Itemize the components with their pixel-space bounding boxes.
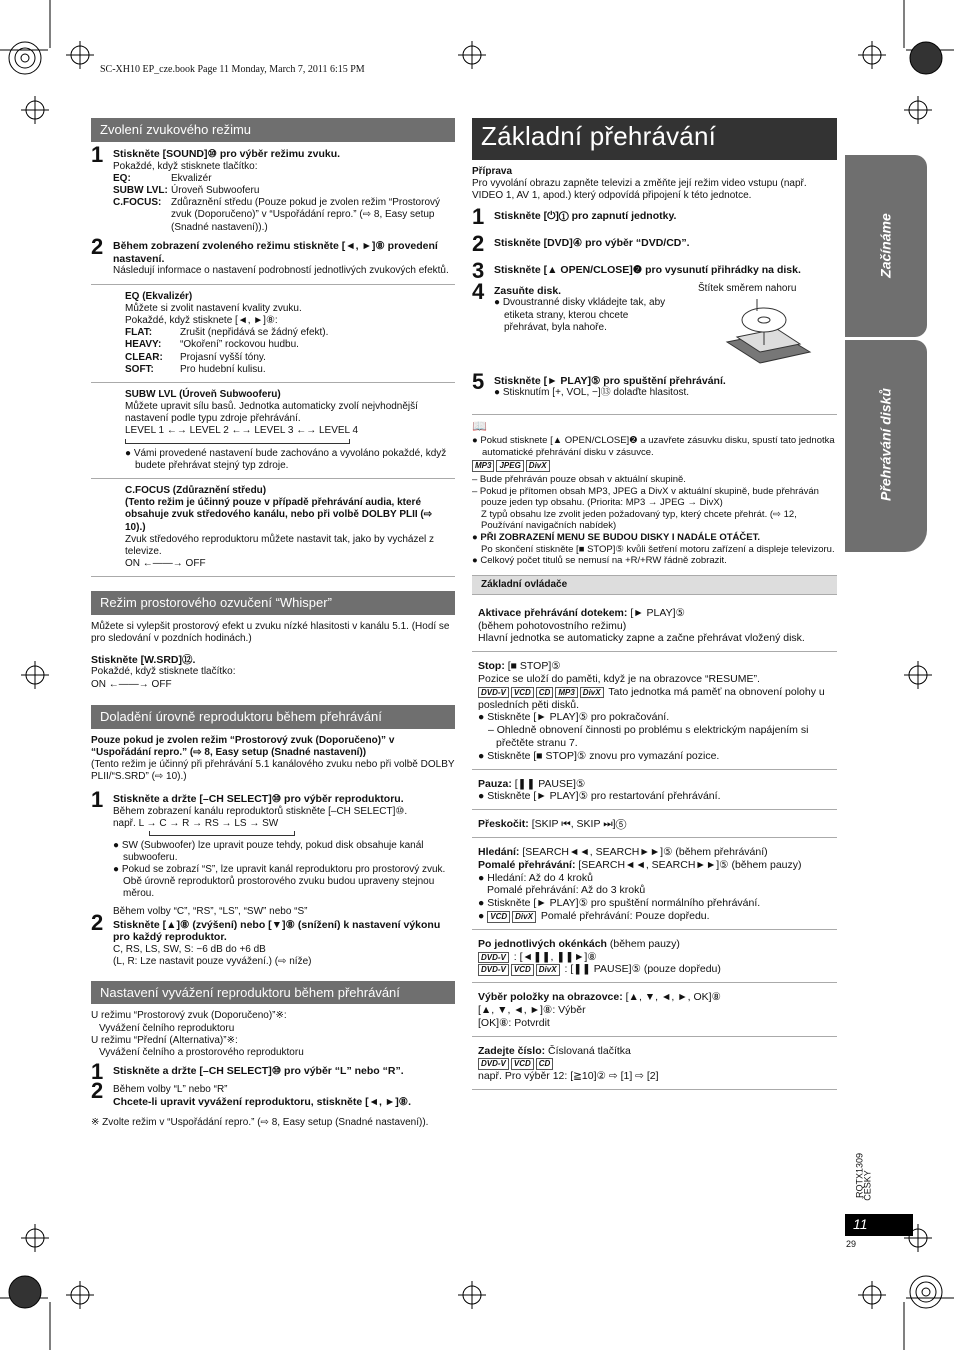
box-text: Pokaždé, když stisknete [◄, ►]⑧: (125, 314, 278, 326)
doc-code: RQTX1309 (854, 1152, 865, 1198)
label-caption: Štítek směrem nahoru (698, 282, 797, 294)
section-title-speaker-level: Doladění úrovně reproduktoru během přehrávání (91, 705, 455, 729)
format-tag: DivX (526, 460, 550, 472)
speaker-bullet-2: ● Pokud se zobrazí “S”, lze upravit kanál reproduktoru pro prostorový zvuk. Obě úrovně reproduktorů prostorového zvuku budou upraveny stejnou měrou. (113, 863, 446, 900)
step-note: Pokaždé, když stisknete tlačítko: (113, 160, 258, 172)
op-number-tags (478, 1057, 831, 1070)
bullet-text: Stiskněte [► PLAY]⑤ pro restartování přehrávání. (487, 790, 721, 803)
op-stop (472, 651, 837, 768)
op-skip (472, 809, 837, 837)
def-value: Úroveň Subwooferu (171, 185, 260, 197)
def-value: Zdůraznění středu (Pouze pokud je zvolen režim “Prostorový zvuk (Doporučeno)” v “Uspořádání repro.” (⇨ 8, Easy setup (Snadné nastavení)).) (171, 197, 441, 233)
op-key: Číslovaná tlačítka (545, 1044, 631, 1057)
step-number: 2 (91, 1078, 104, 1103)
op-text: Hlavní jednotka se automaticky zapne a začne přehrávat vložený disk. (478, 632, 805, 645)
op-key: [► PLAY]⑤ (627, 606, 685, 619)
note-1: ● Pokud stisknete [▲ OPEN/CLOSE]❷ a uzavřete zásuvku disku, spustí tato jednotka automatické přehrávání disku v zásuvce. (472, 435, 835, 458)
bullet-text: Vámi provedené nastavení bude zachováno a vyvoláno pokaždé, když budete přehrávat stejný typ zdroje. (133, 447, 447, 471)
level-cycle: LEVEL 1 ←→ LEVEL 2 ←→ LEVEL 3 ←→ LEVEL 4 (125, 425, 359, 437)
ops-title: Základní ovládače (472, 575, 837, 594)
step-text: Stiskněte a držte [–CH SELECT]⑩ pro výběr reproduktoru. (113, 793, 404, 806)
file-header: SC-XH10 EP_cze.book Page 11 Monday, March 7, 2011 6:15 PM (100, 64, 365, 75)
def-key: C.FOCUS: (113, 197, 162, 209)
op-text-tags (478, 686, 831, 712)
op-title: Pauza: (478, 777, 512, 790)
op-select (472, 982, 837, 1035)
bullet-text: SW (Subwoofer) lze upravit pouze tehdy, pokud disk obsahuje kanál subwooferu. (121, 839, 424, 863)
step-text: Zasuňte disk. (494, 284, 562, 297)
cfocus-box (91, 478, 455, 577)
format-tag: VCD (511, 687, 534, 699)
op-title: Výběr položky na obrazovce: (478, 991, 623, 1004)
format-tag: CD (536, 687, 554, 699)
step-range: C, RS, LS, SW, S: −6 dB do +6 dB (113, 944, 266, 956)
op-text: : [◄❚❚, ❚❚►]⑧ (510, 950, 597, 963)
bullet-text: Pomalé přehrávání: Pouze dopředu. (537, 909, 710, 922)
format-tag: MP3 (555, 687, 577, 699)
note-dash: – Pokud je přítomen obsah MP3, JPEG a DivX v aktuální skupině, bude přehráván pouze jeden typ obsahu. (Priorita: MP3 → JPEG → DivX) (472, 485, 819, 509)
op-frame-line-2 (478, 963, 831, 976)
subw-bullet: ● Vámi provedené nastavení bude zachováno a vyvoláno pokaždé, když budete přehrávat stejný typ zdroje. (125, 447, 447, 471)
step-number: 2 (91, 233, 104, 259)
sound-step-1 (91, 141, 455, 234)
op-text: např. Pro výběr 12: [≧10]② ⇨ [1] ⇨ [2] (478, 1070, 659, 1083)
speaker-step-2 (91, 906, 455, 968)
bullet-text: Hledání: Až do 4 kroků (487, 871, 593, 884)
box-title: SUBW LVL (Úroveň Subwooferu) (125, 388, 281, 400)
footnote: ※ Zvolte režim v “Uspořádání repro.” (⇨ 8, Easy setup (Snadné nastavení)). (91, 1116, 429, 1128)
box-text: Můžete upravit sílu basů. Jednotka automaticky zvolí nejvhodnější nastavení podle typu zdroje přehrávání. (125, 401, 418, 425)
step-number: 2 (91, 910, 104, 936)
op-frame (472, 929, 837, 982)
eq-box (91, 284, 455, 382)
section-title-whisper: Režim prostorového ozvučení “Whisper” (91, 591, 455, 615)
bullet-text: Stiskněte [► PLAY]⑤ pro pokračování. (487, 711, 670, 724)
format-tag: DivX (536, 964, 560, 976)
step-number: 2 (472, 231, 485, 257)
op-bullet: ● Hledání: Až do 4 kroků (478, 871, 593, 884)
play-step-3 (472, 257, 837, 283)
notes-box (472, 414, 837, 567)
format-tag: DVD-V (478, 687, 509, 699)
language-label: ČESKY (862, 1170, 873, 1201)
speaker-intro-bold: Pouze pokud je zvolen režim “Prostorový zvuk (Doporučeno)” v “Uspořádání repro.” (⇨ 8, Easy setup (Snadné nastavení)) (91, 734, 395, 758)
box-bold-text: (Tento režim je účinný pouze v případě přehrávání audia, které obsahuje zvuk středového kanálu, nebo při volbě DOLBY PLII (⇨ 10).) (125, 497, 433, 533)
bullet-text: Stiskněte [■ STOP]⑤ znovu pro vymazání pozice. (487, 749, 720, 762)
note-3: ● Celkový počet titulů se nemusí na +R/+RW řádně zobrazit. (472, 555, 727, 567)
format-tag: DivX (580, 687, 604, 699)
step-note: Během volby “L” nebo “R” (113, 1084, 228, 1095)
tab-label: Přehrávání disků (877, 388, 894, 501)
step-note: Během zobrazení kanálu reproduktorů stiskněte [–CH SELECT]⑩. (113, 806, 408, 818)
step-number: 1 (91, 141, 104, 167)
op-text: [▲, ▼, ◄, ►]⑧: Výběr (478, 1003, 586, 1016)
play-step-4 (472, 278, 837, 369)
def-key: CLEAR: (125, 351, 163, 363)
box-title: EQ (Ekvalizér) (125, 290, 193, 302)
tab-label: Začínáme (877, 213, 894, 278)
prep-title: Příprava (472, 165, 513, 177)
disc-tray-illustration (722, 297, 812, 365)
step-text: Stiskněte a držte [–CH SELECT]⑩ pro výběr “L” nebo “R”. (113, 1065, 404, 1078)
whisper-press: Stiskněte [W.SRD]⑫. (91, 653, 196, 666)
step-note: Následují informace o nastavení podrobností jednotlivých zvukových efektů. (113, 265, 449, 277)
speaker-intro: (Tento režim je účinný při přehrávání 5.1 kanálového zvuku nebo při volbě DOLBY PLII/“S.SRD” (⇨ 10).) (91, 758, 455, 783)
step-text: Stiskněte [⏻]① pro zapnutí jednotky. (494, 210, 677, 223)
balance-text: Vyvážení čelního reproduktoru (99, 1022, 235, 1034)
whisper-text: Můžete si vylepšit prostorový efekt u zvuku nízké hlasitosti v kanálu 5.1. (Hodí se pro sledování v pozdních hodinách.) (91, 621, 450, 645)
op-key: [SKIP ⏮, SKIP ⏭]⑤ (528, 818, 627, 831)
cycle-arrow (125, 439, 350, 444)
bullet-text: Stisknutím [+, VOL, −]⑬ dolaďte hlasitost. (502, 387, 690, 399)
note-dash: – Bude přehráván pouze obsah v aktuální skupině. (472, 474, 686, 486)
sound-mode-defs (113, 173, 455, 234)
sub-page-number: 29 (846, 1239, 857, 1249)
step-number: 1 (91, 1059, 104, 1085)
op-one-touch (472, 594, 837, 651)
step-range: (L, R: Lze nastavit pouze vyvážení.) (⇨ níže) (113, 956, 312, 968)
step-number: 1 (472, 204, 485, 230)
page-title: Základní přehrávání (472, 118, 837, 160)
format-tag: VCD (511, 964, 534, 976)
op-text: Pozice se uloží do paměti, když je na obrazovce “RESUME”. (478, 673, 760, 686)
def-value: Pro hudební kulisu. (180, 363, 266, 375)
def-value: Projasní vyšší tóny. (180, 351, 266, 363)
box-text: Můžete si zvolit nastavení kvality zvuku. (125, 302, 302, 314)
format-tag: VCD (487, 911, 510, 923)
speaker-bullet-1: ● SW (Subwoofer) lze upravit pouze tehdy, pokud disk obsahuje kanál subwooferu. (113, 839, 424, 863)
op-bullet: ● Stiskněte [► PLAY]⑤ pro pokračování. (478, 711, 670, 724)
whisper-note: Pokaždé, když stisknete tlačítko: (91, 666, 236, 678)
op-title: Po jednotlivých okénkách (478, 937, 607, 950)
op-bullet: ● Stiskněte [► PLAY]⑤ pro restartování přehrávání. (478, 790, 721, 803)
op-text: Pomalé přehrávání: Až do 3 kroků (487, 884, 646, 897)
step5-bullet: ● Stisknutím [+, VOL, −]⑬ dolaďte hlasitost. (494, 387, 690, 399)
op-title: Hledání: (478, 846, 520, 858)
cycle-arrow (149, 831, 295, 836)
note-2-title: ● PŘI ZOBRAZENÍ MENU SE BUDOU DISKY I NADÁLE OTÁČET. (472, 531, 760, 543)
step-text: Stiskněte [SOUND]⑩ pro výběr režimu zvuku. (113, 147, 341, 160)
play-step-2 (472, 231, 837, 257)
op-text: (během pohotovostního režimu) (478, 619, 627, 632)
format-tag: VCD (511, 1058, 534, 1070)
format-tag: MP3 (472, 460, 494, 472)
whisper-onoff: ON ←——→ OFF (91, 678, 172, 690)
op-title: Aktivace přehrávání dotekem: (478, 606, 628, 619)
right-column (472, 118, 837, 1090)
format-tag: DVD-V (478, 952, 509, 964)
step-note: Během volby “C”, “RS”, “LS”, “SW” nebo “S” (113, 906, 308, 918)
note-text: Celkový počet titulů se nemusí na +R/+RW řádně zobrazit. (480, 555, 727, 567)
eq-defs (125, 327, 455, 376)
step-number: 5 (472, 368, 485, 394)
op-title: Zadejte číslo: (478, 1044, 546, 1057)
step-text: Chcete-li upravit vyvážení reproduktoru, stiskněte [◄, ►]⑧. (113, 1096, 412, 1109)
op-key: (během pauzy) (606, 937, 680, 950)
op-key: [■ STOP]⑤ (504, 660, 561, 673)
bullet-text: Dvoustranné disky vkládejte tak, aby etiketa strany, kterou chcete přehrávat, byla nahoře. (502, 297, 666, 333)
format-tag: DivX (512, 911, 536, 923)
def-value: Ekvalizér (171, 172, 212, 184)
format-tag: JPEG (496, 460, 523, 472)
box-text: Zvuk středového reproduktoru můžete nastavit tak, jako by vycházel z televize. (125, 533, 435, 557)
def-value: “Okoření” rockovou hudbu. (180, 339, 299, 351)
subw-box (91, 382, 455, 478)
step-number: 4 (472, 278, 485, 304)
def-key: EQ: (113, 172, 131, 184)
speaker-step-1 (91, 787, 455, 900)
side-tab-getting-started (845, 155, 927, 337)
balance-step-2 (91, 1078, 455, 1109)
note-text: PŘI ZOBRAZENÍ MENU SE BUDOU DISKY I NADÁLE OTÁČET. (480, 531, 760, 543)
def-key: FLAT: (125, 327, 153, 339)
section-title-sound-mode: Zvolení zvukového režimu (91, 118, 455, 142)
format-tag: CD (536, 1058, 554, 1070)
page-number: 11 (845, 1214, 913, 1236)
step-text: Stiskněte [► PLAY]⑤ pro spuštění přehrávání. (494, 374, 726, 387)
def-key: SOFT: (125, 363, 154, 375)
op-bullet: ● VCD DivX Pomalé přehrávání: Pouze dopředu. (478, 909, 710, 922)
note-tags (472, 460, 837, 472)
on-off-toggle: ON ←——→ OFF (125, 558, 206, 570)
op-number (472, 1036, 837, 1090)
play-step-5 (472, 368, 837, 400)
op-frame-line-1 (478, 951, 831, 964)
def-value: Zrušit (nepřidává se žádný efekt). (180, 327, 329, 339)
side-tab-disc-playback (845, 340, 927, 552)
step-text: Stiskněte [▲]⑧ (zvýšení) nebo [▼]⑧ (snížení) k nastavení výkonu pro každý reproduktor. (113, 918, 441, 944)
op-pause (472, 769, 837, 810)
def-key: SUBW LVL: (113, 185, 168, 197)
balance-text: U režimu “Přední (Alternativa)”※: (91, 1034, 238, 1046)
balance-text: U režimu “Prostorový zvuk (Doporučeno)”※: (91, 1010, 287, 1022)
step4-bullet: ● Dvoustranné disky vkládejte tak, aby etiketa strany, kterou chcete přehrávat, byla nahoře. (494, 297, 666, 333)
balance-text: Vyvážení čelního a prostorového reproduktoru (99, 1047, 304, 1059)
op-key: [▲, ▼, ◄, ►, OK]⑧ (622, 991, 721, 1004)
op-search (472, 837, 837, 929)
note-text: Pokud stisknete [▲ OPEN/CLOSE]❷ a uzavřete zásuvku disku, spustí tato jednotka automatické přehrávání disku v zásuvce. (480, 435, 835, 458)
note-text: Po skončení stiskněte [■ STOP]⑤ kvůli šetření motoru zařízení a displeje televizoru. (481, 543, 835, 555)
step-text: Stiskněte [▲ OPEN/CLOSE]❷ pro vysunutí přihrádky na disk. (494, 263, 801, 276)
format-tag: DVD-V (478, 964, 509, 976)
left-column (91, 118, 455, 1129)
op-key: [SEARCH◄◄, SEARCH►►]⑤ (během pauzy) (575, 858, 802, 871)
op-bullet: ● Stiskněte [► PLAY]⑤ pro spuštění normálního přehrávání. (478, 897, 761, 910)
box-title: C.FOCUS (Zdůraznění středu) (125, 485, 267, 496)
op-key: [SEARCH◄◄, SEARCH►►]⑤ (během přehrávání) (519, 846, 768, 858)
op-title: Přeskočit: (478, 818, 529, 831)
op-title: Pomalé přehrávání: (478, 858, 576, 871)
channel-sequence: např. L → C → R → RS → LS → SW (113, 818, 279, 830)
bullet-text: Stiskněte [► PLAY]⑤ pro spuštění normálního přehrávání. (487, 897, 761, 910)
op-dash: – Ohledně obnovení činnosti po problému s elektrickým napájením si přečtěte stranu 7. (488, 724, 809, 750)
bullet-text: Pokud se zobrazí “S”, lze upravit kanál reproduktoru pro prostorový zvuk. Obě úrovně reproduktorů prostorového zvuku budou upraveny stejnou měrou. (121, 863, 446, 900)
step-number: 1 (91, 787, 104, 813)
op-bullet: ● Stiskněte [■ STOP]⑤ znovu pro vymazání pozice. (478, 749, 720, 762)
op-text: [OK]⑧: Potvrdit (478, 1016, 550, 1029)
note-book-icon: 📖 (472, 418, 487, 433)
step-text: Stiskněte [DVD]④ pro výběr “DVD/CD”. (494, 237, 690, 250)
op-text: : [❚❚ PAUSE]⑤ (pouze dopředu) (561, 963, 721, 976)
def-key: HEAVY: (125, 339, 162, 351)
op-title: Stop: (478, 660, 505, 673)
play-step-1 (472, 204, 837, 230)
note-dash: Z typů obsahu lze zvolit jeden požadovaný typ, který chcete přehrát. (⇨ 12, Používání navigačních nabídek) (481, 508, 797, 532)
step-text: Během zobrazení zvoleného režimu stiskněte [◄, ►]⑧ provedení nastavení. (113, 239, 438, 265)
prep-text: Pro vyvolání obrazu zapněte televizi a změňte její režim video vstupu (např. VIDEO 1, AV 1, apod.) který odpovídá připojení k této jednotce. (472, 177, 807, 202)
op-text: Tato jednotka má paměť na obnovení polohy u posledních pěti disků. (478, 685, 825, 711)
format-tag: DVD-V (478, 1058, 509, 1070)
section-title-balance: Nastavení vyvážení reproduktoru během přehrávání (91, 981, 455, 1005)
sound-step-2 (91, 233, 455, 278)
balance-step-1 (91, 1059, 455, 1085)
op-key: [❚❚ PAUSE]⑤ (511, 777, 586, 790)
step-number: 3 (472, 257, 485, 283)
